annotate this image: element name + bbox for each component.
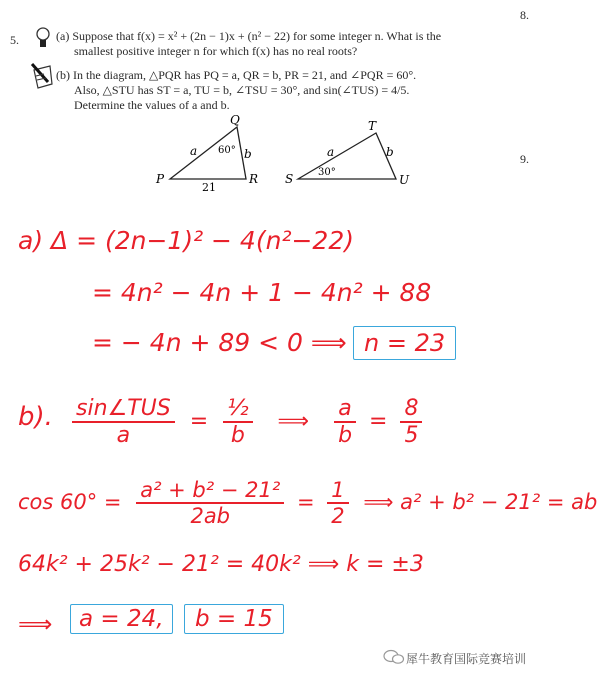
vertex-r-label: R	[249, 172, 259, 186]
final-arrow: ⟹	[18, 610, 53, 638]
side-a-label: a	[190, 144, 198, 158]
pencil-icon	[30, 62, 56, 92]
frac-a-over-b: $\frac{a}{b}$	[334, 396, 356, 448]
part-b-line2: Also, △STU has ST = a, TU = b, ∠TSU = 30°, and sin(∠TUS) = 4/5.	[74, 83, 410, 97]
answer-n-box: n = 23	[353, 326, 456, 360]
frac-8-over-5: $\frac{8}{5}$	[400, 396, 422, 448]
frac-one-half: $\frac{1}{2}$	[327, 478, 348, 528]
frac-sin-over-a: $\frac{\text{sin∠TUS}}{a}$	[72, 396, 175, 448]
answer-b-box: b = 15	[184, 604, 284, 634]
solution-a-line2: = 4n² − 4n + 1 − 4n² + 88	[92, 278, 432, 307]
part-a-line2: smallest positive integer n for which f(x) has no real roots?	[74, 44, 358, 58]
frac-half-over-b: $\frac{\text{½}}{b}$	[223, 396, 252, 448]
wechat-icon	[383, 649, 405, 665]
vertex-u-label: U	[399, 173, 410, 187]
question-number: 5.	[10, 33, 19, 47]
frac-cos-law: $\frac{\text{a² + b² − 21²}}{2ab}$	[136, 478, 284, 528]
part-a-line1: Suppose that f(x) = x² + (2n − 1)x + (n² − 22) for some integer n. What is the	[72, 29, 442, 43]
vertex-s-label: S	[285, 172, 294, 186]
part-b-label: (b)	[56, 68, 70, 82]
vertex-p-label: P	[156, 172, 165, 186]
part-b-line1: In the diagram, △PQR has PQ = a, QR = b, PR = 21, and ∠PQR = 60°.	[73, 68, 417, 82]
part-a-text	[56, 29, 506, 59]
base-21-label: 21	[202, 181, 216, 194]
triangles-diagram	[150, 112, 420, 192]
solution-a-line1: a) Δ = (2n−1)² − 4(n²−22)	[18, 226, 354, 255]
answer-a-box: a = 24,	[70, 604, 173, 634]
solution-k-line: 64k² + 25k² − 21² = 40k² ⟹ k = ±3	[18, 552, 424, 577]
side-b-label: b	[244, 147, 252, 161]
solution-b-line1: $\frac{\text{sin∠TUS}}{a}$ = $\frac{\text{½}}{b}$ ⟹ $\frac{a}{b}$ = $\frac{8}{5}$	[72, 396, 422, 448]
margin-number-top: 8.	[520, 8, 529, 22]
vertex-q-label: Q	[230, 113, 240, 127]
solution-cos-line: cos 60° = $\frac{\text{a² + b² − 21²}}{2ab}$ = $\frac{1}{2}$ ⟹ a² + b² − 21² = ab	[18, 478, 597, 528]
angle-60-label: 60°	[218, 145, 236, 156]
part-a-label: (a)	[56, 29, 70, 43]
part-b-line3: Determine the values of a and b.	[74, 98, 230, 112]
side-a2-label: a	[327, 145, 335, 159]
vertex-t-label: T	[368, 119, 377, 133]
margin-number-mid: 9.	[520, 152, 529, 166]
solution-a-line3: = − 4n + 89 < 0 ⟹	[92, 328, 347, 357]
triangle-stu	[285, 119, 410, 187]
part-b-text	[56, 68, 516, 113]
lightbulb-icon	[35, 26, 51, 50]
triangle-pqr	[155, 113, 258, 194]
solution-b-label: b).	[18, 402, 53, 432]
side-b2-label: b	[386, 145, 394, 159]
angle-30-label: 30°	[318, 167, 336, 178]
watermark-text: 犀牛教育国际竞赛培训	[406, 652, 527, 666]
